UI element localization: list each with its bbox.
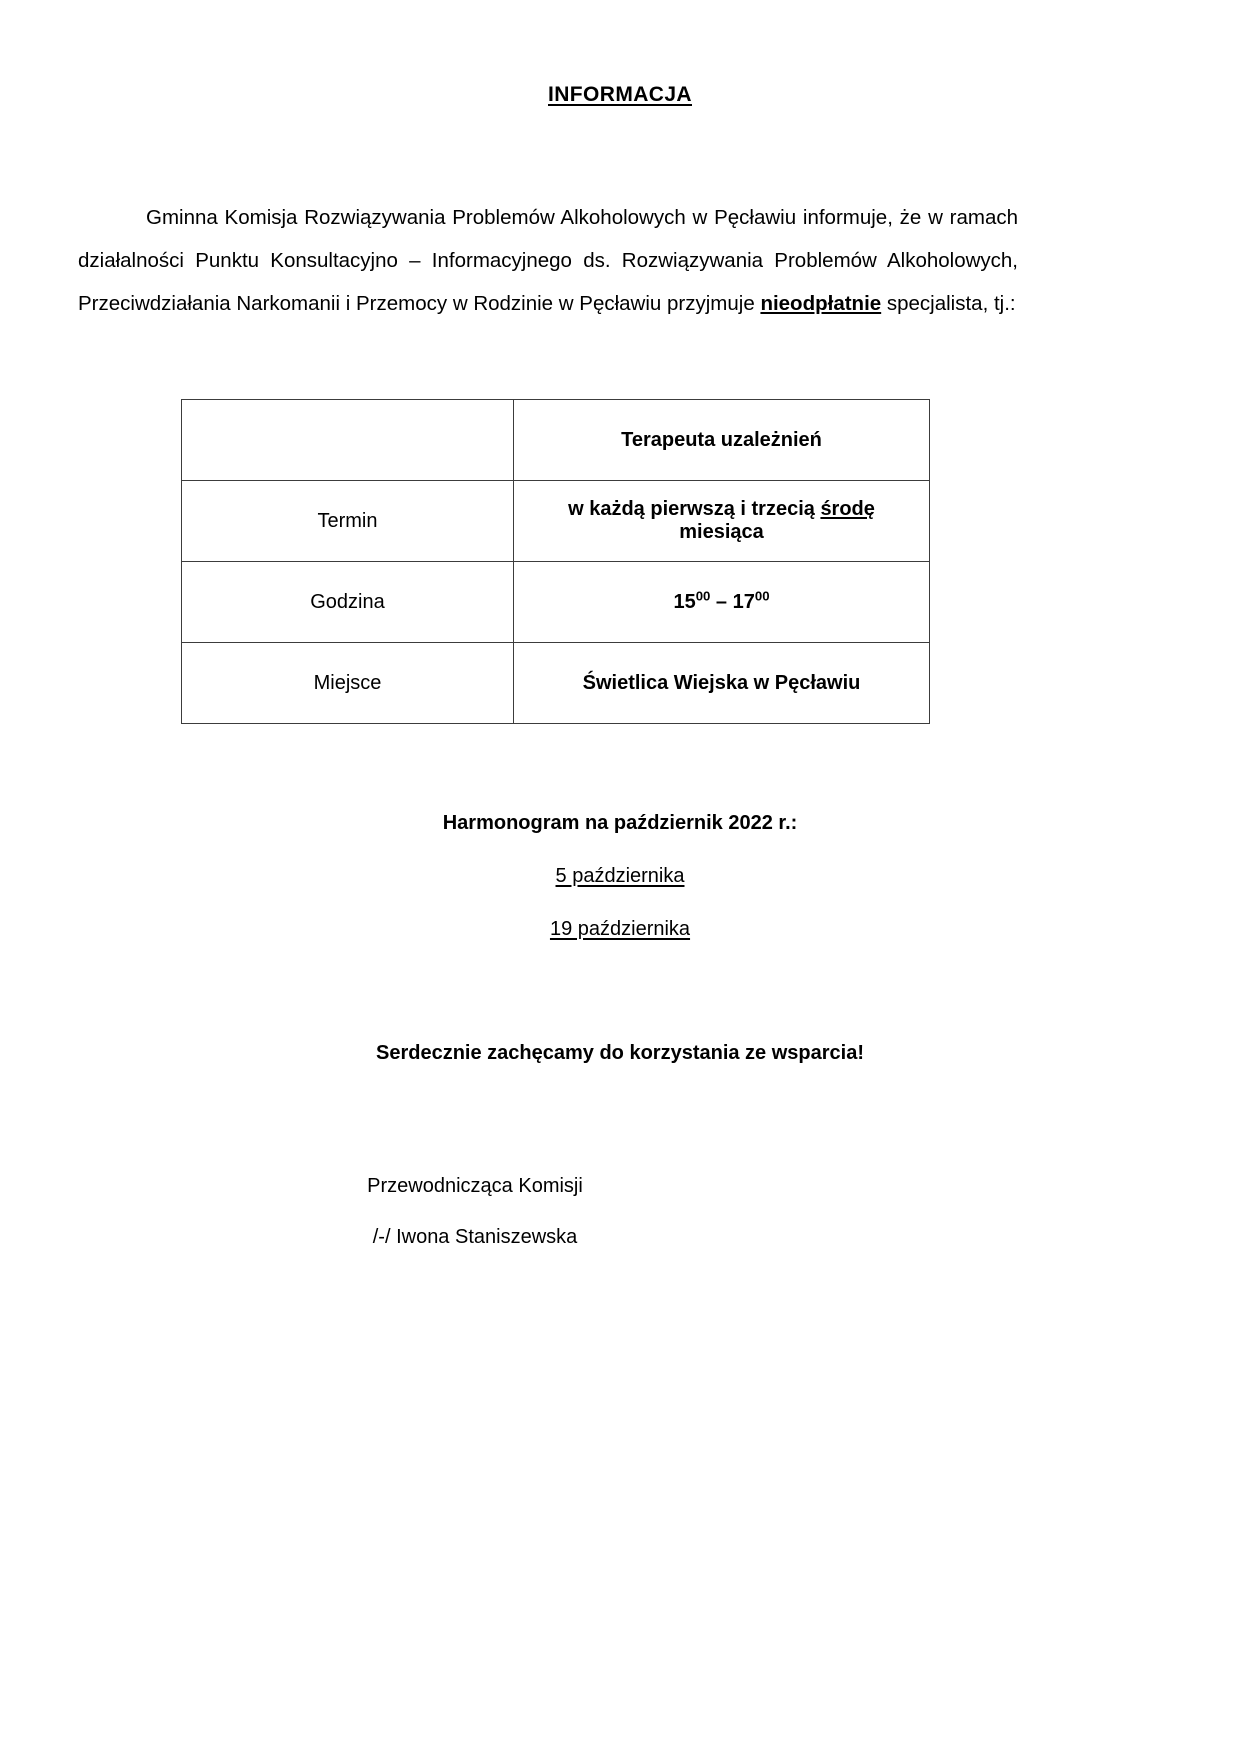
page-title: INFORMACJA [548, 83, 692, 106]
time-start-minutes: 00 [695, 587, 711, 603]
table-row-termin [182, 481, 930, 562]
schedule-date-second: 19 października [549, 918, 691, 940]
table-cell-label-termin: Termin [182, 481, 514, 562]
intro-emphasis-free-of-charge: nieodpłatnie [760, 292, 882, 315]
termin-day-underlined: środę [820, 498, 875, 520]
table-row-miejsce [182, 643, 930, 724]
table-cell-value-termin [514, 481, 930, 562]
schedule-heading: Harmonogram na październik 2022 r.: [442, 812, 798, 834]
table-row-header [182, 400, 930, 481]
intro-paragraph [78, 196, 1018, 325]
time-end-minutes: 00 [754, 587, 770, 603]
time-separator: – [710, 590, 733, 613]
intro-text-part2: specjalista, tj.: [881, 292, 1016, 315]
intro-text-part1: Gminna Komisja Rozwiązywania Problemów Alkoholowych w Pęcławiu informuje, że w ramach działalności Punktu Konsultacyjno – Informacyjnego ds. Rozwiązywania Problemów Alkoholowych, Przeciwdziałania Narkomanii i Przemocy w Rodzinie w Pęcławiu przyjmuje [78, 206, 1018, 315]
time-start-hour: 15 [673, 590, 696, 613]
termin-text-before: w każdą pierwszą i trzecią [568, 498, 821, 520]
table-cell-value-miejsce: Świetlica Wiejska w Pęcławiu [514, 643, 930, 724]
call-to-action-text: Serdecznie zachęcamy do korzystania ze wsparcia! [376, 1042, 864, 1064]
table-cell-header-label [182, 400, 514, 481]
signature-role: Przewodnicząca Komisji [367, 1175, 583, 1197]
table-cell-value-godzina [514, 562, 930, 643]
table-cell-label-godzina: Godzina [182, 562, 514, 643]
schedule-date-first: 5 października [555, 865, 685, 887]
time-end-hour: 17 [732, 590, 755, 613]
schedule-section [0, 812, 1240, 941]
table-row-godzina [182, 562, 930, 643]
signature-name: /-/ Iwona Staniszewska [372, 1226, 578, 1248]
table-cell-specialist-title: Terapeuta uzależnień [514, 400, 930, 481]
signature-block [0, 1175, 1240, 1249]
termin-text-after: miesiąca [679, 521, 764, 543]
specialist-info-table [181, 399, 930, 724]
table-cell-label-miejsce: Miejsce [182, 643, 514, 724]
